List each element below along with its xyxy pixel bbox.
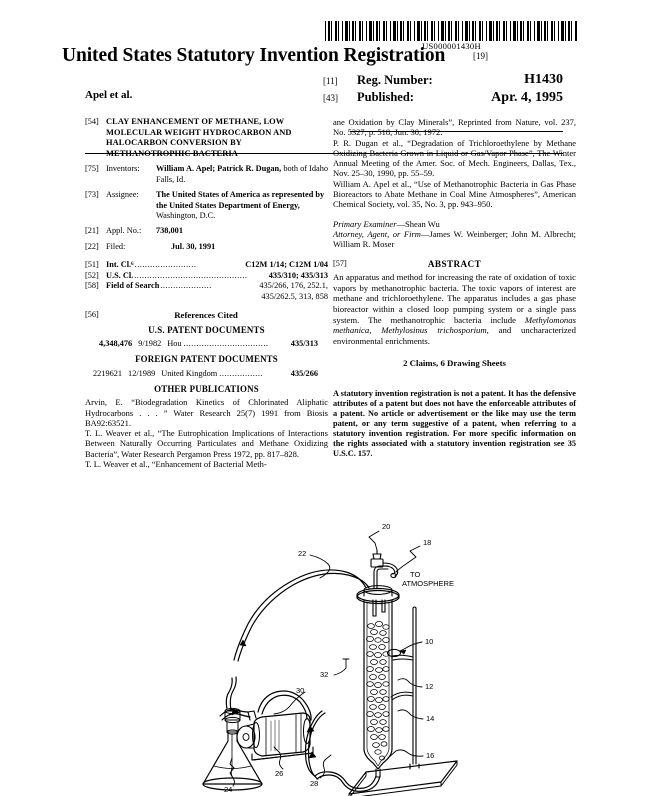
appl-no-value: 738,001 [156, 226, 183, 236]
abstract-body [333, 272, 576, 346]
callout-10: 10 [425, 637, 434, 646]
column-cap [357, 586, 399, 616]
callout-20: 20 [382, 522, 391, 531]
foreign-cite-number: 2219621 [93, 368, 123, 378]
assignee-label: Assignee: [106, 190, 139, 200]
other-publication-cont: P. R. Dugan et al., “Degradation of Trichloroethylene by Methane Oxidizing Bacteria Grown in Liquid or Gas/Vapor Phase”, The Winter Annual Meeting of the Amer. Soc. of Mech. Engineers, Dallas, Tex., Nov. 25–30, 1990, pp. 55–59. [333, 137, 576, 179]
clay-packing [367, 621, 390, 760]
inlet-tubing-22 [234, 570, 369, 661]
foreign-cite-leader: ................. [219, 368, 264, 378]
callout-24: 24 [224, 785, 233, 794]
callout-26: 26 [275, 769, 284, 778]
ring-stand [349, 607, 457, 796]
barcode-number: US000001430H [422, 41, 481, 51]
inventors-tag: [75] [85, 164, 99, 174]
other-publication-cont: ane Oxidation by Clay Minerals”, Reprinted from Nature, vol. 237, No. 5327, p. 518, Jun. 30, 1972. [333, 117, 576, 138]
int-cl-leader: ........................ [134, 260, 197, 270]
callout-30: 30 [296, 686, 305, 695]
reg-number-value: H1430 [524, 72, 563, 87]
to-atmosphere-line2: ATMOSPHERE [402, 579, 454, 588]
flask-top-tubing [226, 677, 236, 710]
filed-tag: [22] [85, 241, 99, 251]
foreign-cite-date: 12/1989 [128, 368, 156, 378]
apparatus-diagram [170, 520, 500, 796]
field-search-tag: [58] [85, 281, 99, 291]
abstract-tag: [57] [333, 258, 347, 268]
foreign-patent-docs-title: FOREIGN PATENT DOCUMENTS [135, 354, 278, 365]
assignee-tag: [73] [85, 190, 99, 200]
outlet-tubing [315, 772, 380, 792]
field-search-label: Field of Search [106, 281, 160, 291]
abstract-title: ABSTRACT [427, 258, 482, 269]
cite-number: 4,348,476 [99, 339, 133, 349]
invention-title: CLAY ENHANCEMENT OF METHANE, LOW MOLECULAR WEIGHT HYDROCARBON AND HALOCARBON CONVERSION BY METHANOTROPHIC BACTERIA [106, 117, 292, 158]
appl-no-row [85, 226, 328, 236]
callout-18: 18 [423, 538, 432, 547]
reg-number-label: Reg. Number: [357, 73, 433, 87]
header-tag-43: [43] [323, 93, 338, 103]
abstract-text-2: , and uncharacterized environmental enrichments. [333, 325, 576, 346]
field-search-value-cont: 435/262.5, 313, 858 [261, 292, 328, 301]
us-patent-docs-title: U.S. PATENT DOCUMENTS [148, 325, 265, 335]
int-cl-tag: [51] [85, 260, 99, 270]
callout-22: 22 [298, 549, 307, 558]
us-cl-tag: [52] [85, 270, 99, 280]
header-tag-11: [11] [323, 76, 338, 86]
callout-14: 14 [426, 714, 435, 723]
tubing-28 [306, 711, 326, 779]
inventors-value [156, 164, 328, 185]
patent-drawing [170, 520, 500, 796]
int-cl-label: Int. Cl.⁶ [106, 260, 134, 270]
page-title: United States Statutory Invention Registration [62, 45, 446, 66]
primary-examiner-label: Primary Examiner [333, 218, 397, 229]
claims-drawings-line: 2 Claims, 6 Drawing Sheets [403, 358, 506, 369]
us-cl-value: 435/310; 435/313 [268, 270, 328, 280]
abstract-text-1: An apparatus and method for increasing the rate of oxidation of toxic vapors by methanotrophic bacteria. The toxic vapors of interest are methane and trichloroethylene. The apparatus includes a gas phase bioreactor within a closed loop pumping system or a single pass system. The methanotrophic bacteria include [333, 272, 576, 325]
other-publication-item: T. L. Weaver et al., “The Eutrophication Implications of Interactions Between Naturally Occurring Particulates and Methane Oxidizing Bacteria”, Water Research Pergamon Press 1972, pp. 817–828. [85, 428, 328, 459]
published-value: Apr. 4, 1995 [491, 90, 563, 105]
references-title: References Cited [174, 309, 238, 320]
abstract-species-names: Methylomonas methanica, Methylosinus trichosporium [333, 314, 576, 336]
callout-12: 12 [425, 682, 434, 691]
document-header [0, 45, 650, 107]
right-column [333, 117, 576, 460]
cite-class: 435/313 [290, 339, 318, 349]
filed-row [85, 242, 328, 252]
other-publication-cont: William A. Apel et al., “Use of Methanotrophic Bacteria in Gas Phase Bioreactors to Abate Methane in Coal Mine Atmospheres”, American Chemical Society, vol. 35, No. 3, pp. 943–950. [333, 178, 576, 210]
pump-assembly [237, 711, 313, 760]
attorney-line [333, 229, 576, 250]
primary-examiner-line [333, 219, 576, 229]
appl-no-tag: [21] [85, 226, 99, 236]
barcode-image [325, 21, 578, 41]
int-cl-value: C12M 1/14; C12M 1/04 [245, 260, 328, 270]
title-tag: [54] [85, 117, 99, 126]
attorney-label: Attorney, Agent, or Firm [333, 229, 421, 240]
int-cl-row [85, 260, 328, 271]
field-search-row [85, 281, 328, 292]
references-cited-header [85, 310, 328, 320]
us-cl-label: U.S. Cl. [106, 270, 134, 280]
valve-assembly [371, 550, 398, 588]
filed-label: Filed: [106, 241, 126, 251]
foreign-cite-name: United Kingdom [161, 368, 218, 378]
assignee-name: The United States of America as represented by the United States Department of Energy, [156, 190, 325, 210]
assignee-location: Washington, D.C. [156, 211, 216, 220]
foreign-cite-class: 435/266 [290, 368, 318, 378]
cite-name: Hou [167, 339, 182, 349]
header-tag-19: [19] [473, 51, 488, 61]
filed-value: Jul. 30, 1991 [171, 241, 216, 251]
assignee-value [156, 190, 328, 221]
cite-leader: ................................. [183, 339, 269, 349]
author-line: Apel et al. [85, 89, 133, 101]
field-search-value: 435/266, 176, 252.1, [259, 281, 328, 291]
figure-labels [224, 522, 454, 794]
cite-date: 9/1982 [138, 339, 162, 349]
us-cl-row [85, 271, 328, 282]
callout-32: 32 [320, 670, 329, 679]
other-publications-title: OTHER PUBLICATIONS [154, 383, 259, 394]
us-patent-doc-row [85, 338, 328, 349]
to-atmosphere-line1: TO [410, 570, 421, 579]
statutory-notice: A statutory invention registration is not a patent. It has the defensive attributes of a patent but does not have the enforceable attributes of a patent. No article or advertisement or the like may use the term patent, or any term suggestive of a patent, when referring to a statutory invention registration. For more specific information on the rights associated with a statutory invention registration see 35 U.S.C. 157. [333, 388, 576, 459]
left-column [85, 117, 328, 469]
inventors-names: William A. Apel; Patrick R. Dugan, [156, 164, 282, 174]
us-cl-leader: ............................................ [134, 270, 248, 280]
attorney-value: —James W. Weinberger; John M. Albrecht; William R. Moser [333, 229, 576, 250]
callout-28: 28 [310, 779, 319, 788]
appl-no-label: Appl. No.: [106, 226, 142, 236]
title-row [85, 117, 328, 159]
published-label: Published: [357, 90, 414, 104]
field-search-leader: .................... [160, 281, 212, 291]
other-publication-item: Arvin, E. “Biodegradation Kinetics of Chlorinated Aliphatic Hydrocarbons . . . ” Water Research 25(7) 1991 from Biosis BA92:63521. [85, 397, 328, 428]
primary-examiner-value: —Shean Wu [396, 218, 440, 229]
inventors-location: both of Idaho Falls, Id. [156, 164, 329, 184]
callout-16: 16 [426, 751, 435, 760]
references-tag: [56] [85, 309, 99, 319]
inventors-label: Inventors: [106, 164, 140, 174]
other-publication-item: T. L. Weaver et al., “Enhancement of Bacterial Meth- [85, 459, 267, 469]
assignee-row [85, 190, 328, 221]
foreign-patent-doc-row [85, 368, 328, 379]
inventors-row [85, 164, 328, 185]
abstract-header [333, 259, 576, 269]
